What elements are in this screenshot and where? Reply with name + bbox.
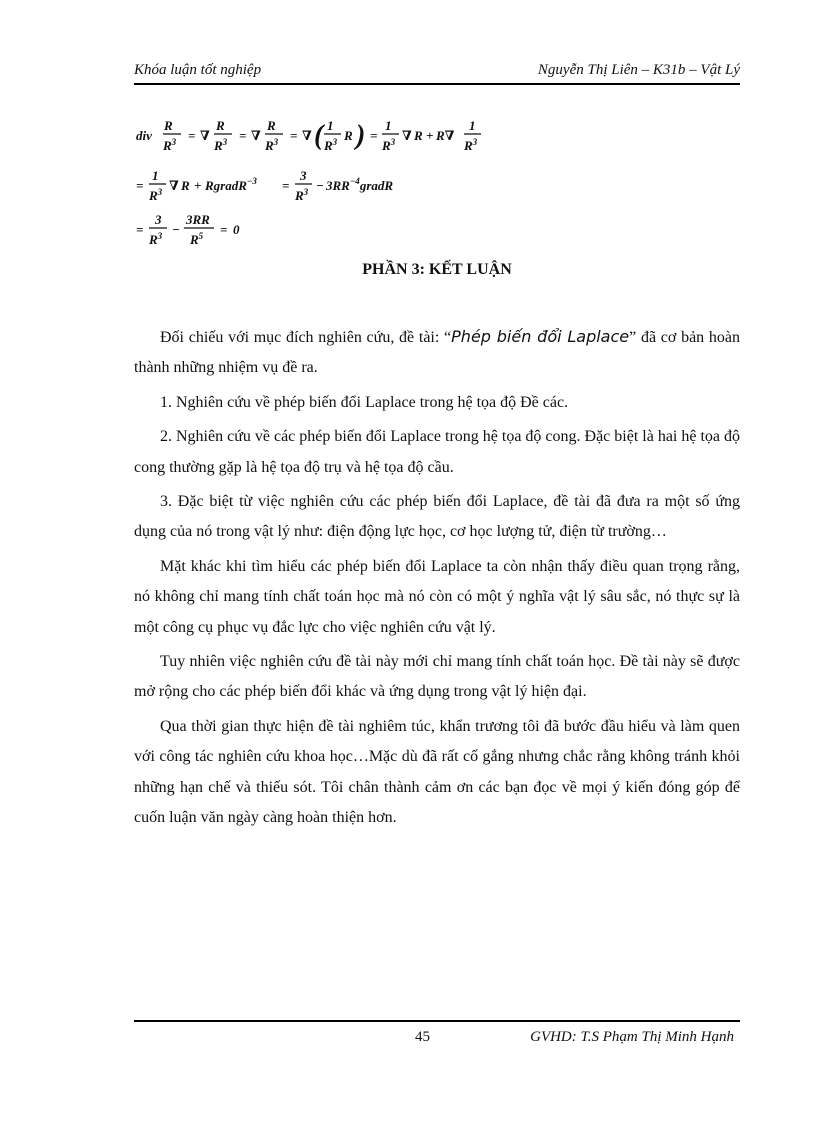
svg-text:R: R — [267, 118, 276, 133]
page-footer — [134, 1029, 740, 1049]
equation-line-2 — [136, 168, 393, 203]
paragraph-limitation: Tuy nhiên việc nghiên cứu đề tài này mới chỉ mang tính chất toán học. Đề tài này sẽ được mở rộng cho các phép biến đổi khác và ứng dụng trong vật lý hiện đại. — [134, 653, 740, 701]
svg-text:∇: ∇ — [169, 178, 179, 193]
svg-text:): ) — [356, 120, 366, 151]
svg-text:3: 3 — [155, 212, 162, 227]
header-author: Nguyễn Thị Liên – K31b – Vật Lý — [537, 62, 740, 78]
svg-text:=: = — [282, 178, 290, 193]
svg-text:R3: $R^3$ — [265, 137, 279, 153]
svg-text:3: 3 — [300, 168, 307, 183]
header-thesis-label: Khóa luận tốt nghiệp — [134, 62, 262, 78]
svg-text:R5: $R^5$ — [190, 231, 204, 247]
svg-text:R: R — [181, 178, 190, 193]
header-rule — [134, 83, 740, 85]
svg-text:RgradR−3: RgradR$^{-3}$ — [205, 176, 257, 193]
svg-text:R: R — [414, 128, 423, 143]
svg-text:R3: $R^3$ — [464, 137, 478, 153]
svg-text:=: = — [370, 128, 378, 143]
page-number: 45 — [415, 1029, 430, 1045]
paragraph-significance: Mặt khác khi tìm hiểu các phép biến đổi Laplace ta còn nhận thấy điều quan trọng rằng, nó không chỉ mang tính chất toán học mà nó còn có một ý nghĩa vật lý sâu sắc, nó thực sự là một công cụ phục vụ đắc lực cho việc nghiên cứu vật lý. — [134, 557, 740, 636]
intro-text-after: ” đã cơ bản hoàn thành những nhiệm vụ đề ra. — [134, 329, 740, 377]
svg-text:1: 1 — [152, 168, 159, 183]
svg-text:∇: ∇ — [200, 128, 210, 143]
svg-text:3RR: 3RR — [186, 212, 210, 227]
footer-rule — [134, 1020, 740, 1022]
thesis-title: Phép biến đổi Laplace — [451, 327, 630, 346]
svg-text:−: − — [316, 178, 324, 193]
svg-text:R3: $R^3$ — [382, 137, 396, 153]
svg-text:R3: $R^3$ — [149, 231, 163, 247]
footer-advisor: GVHD: T.S Phạm Thị Minh Hạnh — [530, 1029, 734, 1045]
svg-text:0: 0 — [233, 222, 240, 237]
svg-text:=: = — [188, 128, 196, 143]
equation-block — [134, 108, 654, 253]
svg-text:R∇: R∇ — [436, 128, 455, 143]
svg-text:=: = — [290, 128, 298, 143]
svg-text:∇: ∇ — [402, 128, 412, 143]
svg-text:R: R — [164, 118, 173, 133]
paragraph-item-3: 3. Đặc biệt từ việc nghiên cứu các phép biến đổi Laplace, đề tài đã đưa ra một số ứng dụng của nó trong vật lý như: điện động lực học, cơ học lượng tử, điện từ trường… — [134, 493, 740, 541]
conclusion-body — [134, 322, 740, 838]
svg-text:R3: $R^3$ — [295, 187, 309, 203]
equation-line-3 — [136, 212, 240, 247]
svg-text:=: = — [136, 178, 144, 193]
svg-text:−: − — [172, 222, 180, 237]
paragraph-item-2: 2. Nghiên cứu về các phép biến đổi Laplace trong hệ tọa độ cong. Đặc biệt là hai hệ tọa độ cong thường gặp là hệ tọa độ trụ và hệ tọa độ cầu. — [134, 428, 741, 476]
equation-line-1 — [136, 118, 481, 153]
svg-text:3RR−4gradR: $3RR^{-4}gradR$ — [326, 176, 394, 193]
svg-text:∇: ∇ — [251, 128, 261, 143]
svg-text:+: + — [426, 128, 434, 143]
svg-text:R3: $R^3$ — [163, 137, 177, 153]
paragraph-intro — [134, 322, 740, 384]
svg-text:R3: $R^3$ — [149, 187, 163, 203]
svg-text:+: + — [194, 178, 202, 193]
svg-text:1: 1 — [327, 118, 334, 133]
svg-text:∇: ∇ — [302, 128, 312, 143]
section-heading: PHẦN 3: KẾT LUẬN — [362, 261, 512, 278]
svg-text:R3: $R^3$ — [324, 137, 338, 153]
equation-render — [134, 108, 654, 253]
paragraph-acknowledgement: Qua thời gian thực hiện đề tài nghiêm túc, khẩn trương tôi đã bước đầu hiểu và làm quen với công tác nghiên cứu khoa học…Mặc dù đã rất cố gắng nhưng chắc rằng không tránh khỏi những hạn chế và thiếu sót. Tôi chân thành cảm ơn các bạn đọc về mọi ý kiến đóng góp để cuốn luận văn ngày càng hoàn thiện hơn. — [134, 717, 740, 827]
svg-text:=: = — [220, 222, 228, 237]
svg-text:1: 1 — [469, 118, 476, 133]
intro-text-before: Đối chiếu với mục đích nghiên cứu, đề tài: “ — [160, 329, 452, 346]
svg-text:R3: $R^3$ — [214, 137, 228, 153]
page-header — [134, 62, 740, 82]
svg-text:=: = — [239, 128, 247, 143]
svg-text:=: = — [136, 222, 144, 237]
svg-text:R: R — [216, 118, 225, 133]
svg-text:div: div — [136, 128, 152, 143]
paragraph-item-1: 1. Nghiên cứu về phép biến đổi Laplace trong hệ tọa độ Đề các. — [160, 393, 569, 411]
svg-text:1: 1 — [385, 118, 392, 133]
svg-text:(: ( — [314, 120, 324, 151]
svg-text:R: R — [344, 128, 353, 143]
